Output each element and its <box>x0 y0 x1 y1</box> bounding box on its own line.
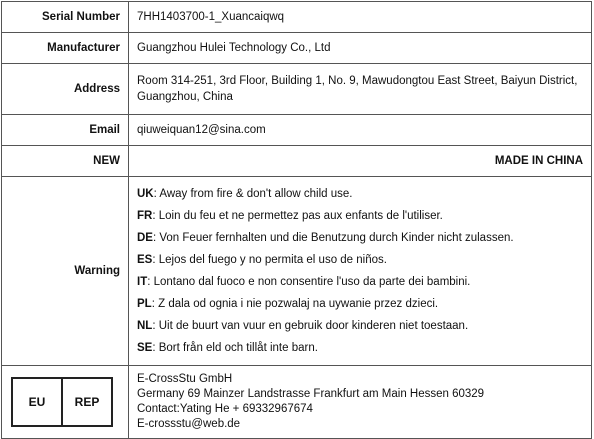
warning-code: NL <box>137 320 153 332</box>
manufacturer-label: Manufacturer <box>2 33 129 64</box>
warning-code: DE <box>137 232 153 244</box>
warning-code: SE <box>137 342 153 354</box>
warning-code: FR <box>137 210 153 222</box>
rep-box: REP <box>63 377 113 427</box>
address-value: Room 314-251, 3rd Floor, Building 1, No. 9, Mawudongtou East Street, Baiyun District, Guangzhou, China <box>129 64 592 115</box>
eu-rep-info <box>129 366 592 439</box>
warning-row <box>2 177 592 366</box>
eu-rep-company: E-CrossStu GmbH <box>137 373 233 385</box>
email-row <box>2 115 592 146</box>
warning-code: UK <box>137 188 154 200</box>
address-row <box>2 64 592 115</box>
new-row <box>2 146 592 177</box>
warning-item <box>137 205 583 227</box>
warning-text: : Bort från eld och tillåt inte barn. <box>152 342 318 354</box>
eu-rep-contact: Contact:Yating He + 69332967674 <box>137 403 313 415</box>
warning-text: : Lejos del fuego y no permita el uso de niños. <box>152 254 387 266</box>
warning-item <box>137 227 583 249</box>
eu-rep-row <box>2 366 592 439</box>
serial-value: 7HH1403700-1_Xuancaiqwq <box>129 2 592 33</box>
manufacturer-row <box>2 33 592 64</box>
product-label-table <box>1 1 592 439</box>
address-label: Address <box>2 64 129 115</box>
warning-item <box>137 183 583 205</box>
warning-code: IT <box>137 276 148 288</box>
warning-list <box>137 177 583 365</box>
warning-text: : Z dala od ognia i nie pozwalaj na uywanie przez dzieci. <box>151 298 439 310</box>
eu-rep-symbol <box>11 377 128 427</box>
warning-item <box>137 249 583 271</box>
warning-text: : Von Feuer fernhalten und die Benutzung durch Kinder nicht zulassen. <box>152 232 514 244</box>
eu-rep-symbol-cell <box>2 366 129 439</box>
warning-text: : Away from fire & don't allow child use. <box>153 188 353 200</box>
serial-row <box>2 2 592 33</box>
warning-item <box>137 337 583 359</box>
warning-item <box>137 271 583 293</box>
warning-text: : Uit de buurt van vuur en gebruik door kinderen niet toestaan. <box>152 320 469 332</box>
warning-code: ES <box>137 254 153 266</box>
eu-rep-lines <box>137 372 583 432</box>
manufacturer-value: Guangzhou Hulei Technology Co., Ltd <box>129 33 592 64</box>
new-label: NEW <box>2 146 129 177</box>
warning-text: : Loin du feu et ne permettez pas aux enfants de l'utiliser. <box>152 210 443 222</box>
warning-item <box>137 293 583 315</box>
serial-label: Serial Number <box>2 2 129 33</box>
warning-item <box>137 315 583 337</box>
warning-text: : Lontano dal fuoco e non consentire l'uso da parte dei bambini. <box>147 276 471 288</box>
made-in-china: MADE IN CHINA <box>129 146 592 177</box>
eu-rep-address: Germany 69 Mainzer Landstrasse Frankfurt am Main Hessen 60329 <box>137 388 485 400</box>
eu-rep-email: E-crossstu@web.de <box>137 418 241 430</box>
warning-label: Warning <box>2 177 129 366</box>
warning-code: PL <box>137 298 152 310</box>
email-value: qiuweiquan12@sina.com <box>129 115 592 146</box>
email-label: Email <box>2 115 129 146</box>
eu-box: EU <box>11 377 63 427</box>
warning-list-cell <box>129 177 592 366</box>
